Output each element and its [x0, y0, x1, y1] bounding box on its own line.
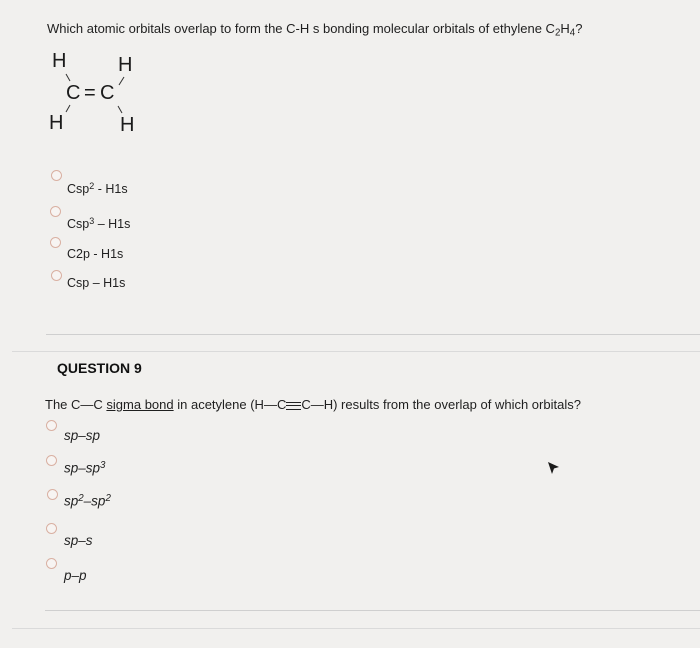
double-bond: =	[84, 82, 96, 104]
question-8-text-end: ?	[575, 21, 583, 36]
subscript: 2	[554, 27, 561, 39]
radio-option-5[interactable]	[46, 558, 57, 569]
divider	[45, 610, 700, 611]
triple-bond-symbol	[286, 401, 301, 411]
option-label: $sp^2-sp^2$	[64, 493, 111, 509]
atom-h: H	[120, 114, 135, 136]
question-8-prompt	[47, 21, 582, 38]
option-label: Csp$^3$ – H1s	[67, 216, 131, 232]
bond-line	[66, 105, 70, 112]
atom-c: C	[100, 82, 115, 104]
atom-h: H	[118, 54, 133, 76]
option-label: p–p	[64, 568, 87, 583]
question-9-text-mid: in acetylene (H—C	[173, 397, 287, 412]
radio-option-2[interactable]	[46, 455, 57, 466]
radio-option-4[interactable]	[51, 270, 62, 281]
option-label: C2p - H1s	[67, 247, 124, 261]
sigma-bond-link[interactable]: sigma bond	[106, 397, 174, 412]
question-8-text-mid: H	[560, 21, 570, 36]
radio-option-1[interactable]	[51, 170, 62, 181]
atom-c: C	[66, 82, 81, 104]
divider	[12, 628, 700, 629]
radio-option-1[interactable]	[46, 420, 57, 431]
option-label: Csp$^2$ - H1s	[67, 181, 128, 197]
bond-line	[119, 77, 124, 85]
subscript: 4	[569, 27, 576, 39]
atom-h: H	[49, 112, 64, 134]
divider	[12, 351, 700, 352]
question-9-text: The C—C	[45, 397, 107, 412]
option-label: sp–sp	[64, 428, 101, 443]
question-8-text: Which atomic orbitals overlap to form the C-H s bonding molecular orbitals of ethylene C	[47, 21, 555, 36]
radio-option-3[interactable]	[47, 489, 58, 500]
option-label: Csp – H1s	[67, 276, 126, 290]
divider	[46, 334, 700, 335]
ethylene-structure	[46, 50, 156, 140]
option-label: sp–s	[64, 533, 93, 548]
atom-h: H	[52, 50, 67, 72]
question-9-text-end: C—H) results from the overlap of which orbitals?	[301, 397, 581, 412]
radio-option-2[interactable]	[50, 206, 61, 217]
option-label: $sp-sp^3$	[64, 460, 106, 476]
cursor-icon	[547, 461, 561, 477]
bond-lines	[46, 50, 156, 140]
radio-option-4[interactable]	[46, 523, 57, 534]
question-9-prompt	[45, 397, 581, 412]
bond-line	[66, 74, 70, 81]
bond-line	[118, 106, 122, 113]
radio-option-3[interactable]	[50, 237, 61, 248]
question-9-heading: QUESTION 9	[57, 360, 142, 376]
